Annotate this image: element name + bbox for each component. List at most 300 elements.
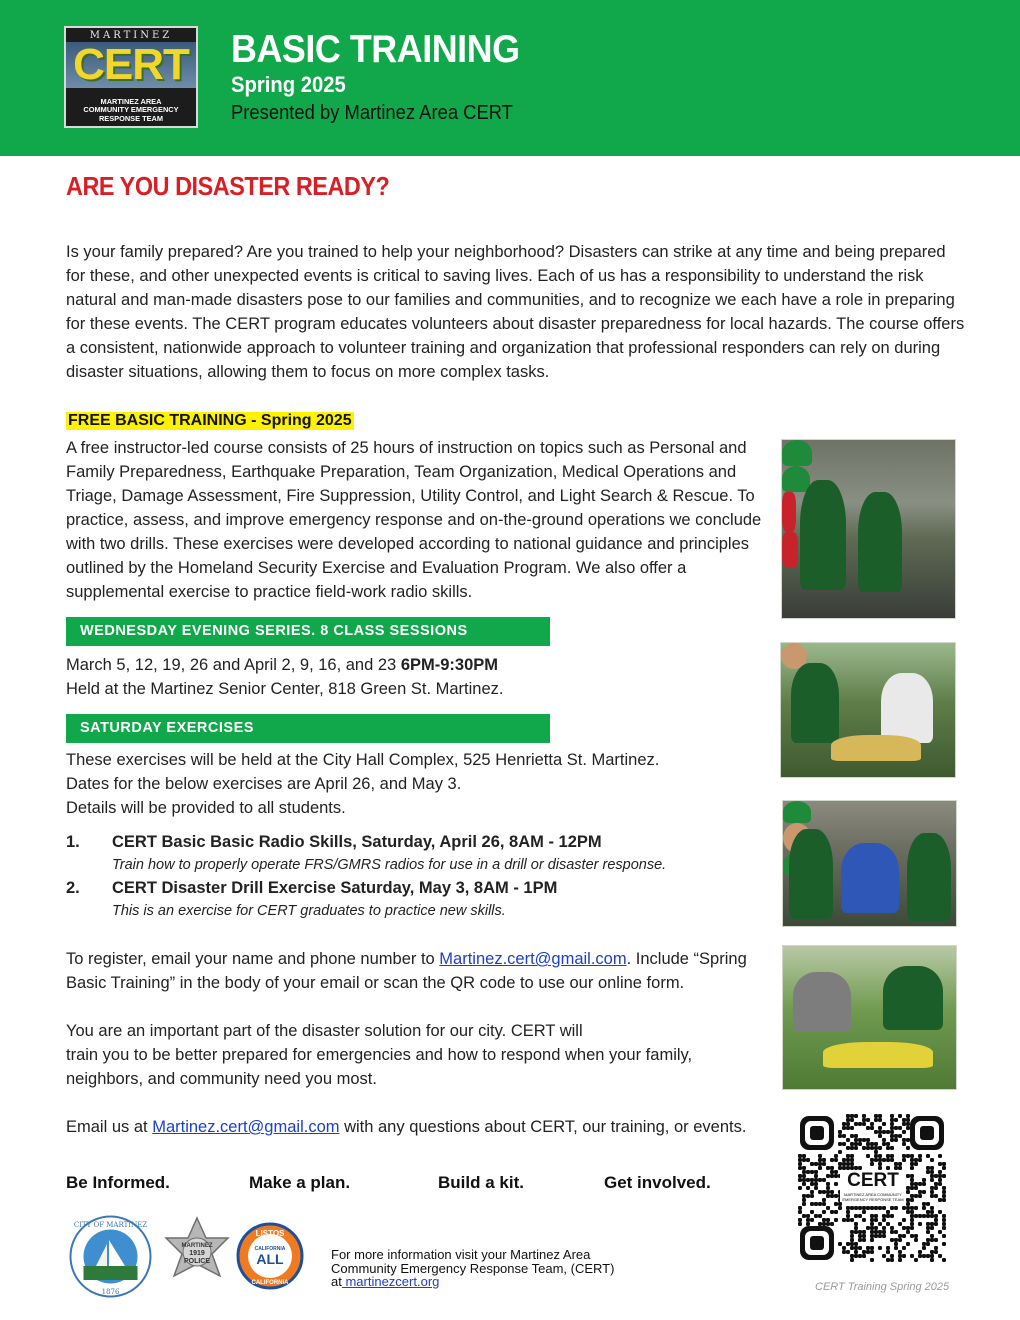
- qr-module: [902, 1118, 906, 1122]
- qr-module: [862, 1234, 866, 1238]
- wednesday-location: Held at the Martinez Senior Center, 818 Green St. Martinez.: [66, 680, 504, 698]
- qr-module: [938, 1182, 942, 1186]
- qr-module: [802, 1198, 806, 1202]
- free-training-paragraph: A free instructor-led course consists of 25 hours of instruction on topics such as Personal and Family Preparedness, Earthquake Preparation, Team Organization, Medical Operations and Triage, Damage Assessment, Fire Suppression, Utility Control, and Light Search & Rescue. To practice, assess, and improve emergency response and on-the-ground operations we conclude with two drills. These exercises were developed according to national guidance and principles outlined by the Homeland Security Exercise and Evaluation Program. We also offer a supplemental exercise to practice field-work radio skills.: [66, 439, 762, 601]
- qr-module: [874, 1206, 878, 1210]
- qr-module: [882, 1234, 886, 1238]
- qr-module: [846, 1138, 850, 1142]
- qr-module: [858, 1238, 862, 1242]
- qr-module: [838, 1202, 842, 1206]
- qr-module: [886, 1214, 890, 1218]
- qr-module: [798, 1162, 802, 1166]
- photo-figure: [883, 966, 943, 1030]
- qr-module: [806, 1214, 810, 1218]
- qr-module: [830, 1158, 834, 1162]
- listos-bottom-text: CALIFORNIA: [251, 1280, 289, 1286]
- qr-module: [926, 1170, 930, 1174]
- qr-module: [826, 1194, 830, 1198]
- qr-module: [862, 1138, 866, 1142]
- qr-module: [854, 1214, 858, 1218]
- qr-module: [878, 1234, 882, 1238]
- logo-town: MARTINEZ: [89, 30, 173, 41]
- qr-module: [866, 1246, 870, 1250]
- qr-module: [898, 1134, 902, 1138]
- wednesday-dates: March 5, 12, 19, 26 and April 2, 9, 16, and 23: [66, 656, 397, 674]
- qr-module: [802, 1154, 806, 1158]
- qr-module: [838, 1242, 842, 1246]
- qr-module: [870, 1238, 874, 1242]
- qr-module: [874, 1150, 878, 1154]
- photo-figure: [800, 480, 846, 590]
- qr-module: [798, 1166, 802, 1170]
- more-info-at: at: [331, 1274, 342, 1289]
- contact-text: Email us at: [66, 1118, 153, 1136]
- qr-module: [866, 1226, 870, 1230]
- qr-module: [814, 1182, 818, 1186]
- qr-module: [802, 1174, 806, 1178]
- qr-module: [842, 1158, 846, 1162]
- qr-module: [922, 1206, 926, 1210]
- qr-module: [858, 1214, 862, 1218]
- qr-module: [810, 1194, 814, 1198]
- qr-module: [882, 1226, 886, 1230]
- qr-module: [938, 1174, 942, 1178]
- qr-module: [870, 1250, 874, 1254]
- qr-module: [858, 1246, 862, 1250]
- listos-mid-text: CALIFORNIA: [254, 1246, 286, 1252]
- wednesday-time: 6PM-9:30PM: [400, 656, 499, 674]
- qr-module: [934, 1214, 938, 1218]
- qr-module: [938, 1178, 942, 1182]
- qr-module: [850, 1206, 854, 1210]
- intro-paragraph: Is your family prepared? Are you trained to help your neighborhood? Disasters can strike at any time and being prepared for these, and other unexpected events is critical to saving lives. Each of us has a responsibility to understand the risk natural and man-made disasters pose to our families and communities, and to recognize we each have a role in preparing for these events. The CERT program educates volunteers about disaster preparedness for local hazards. The course offers a consistent, nationwide approach to volunteer training and organization that professional responders can rely on during disaster situations, allowing them to focus on more complex tasks.: [66, 243, 965, 381]
- qr-module: [886, 1250, 890, 1254]
- qr-module: [914, 1214, 918, 1218]
- qr-module: [850, 1246, 854, 1250]
- qr-module: [906, 1154, 910, 1158]
- more-info-line: For more information visit your Martinez Area: [331, 1247, 591, 1262]
- qr-module: [870, 1218, 874, 1222]
- badge-year: 1919: [189, 1250, 205, 1257]
- qr-module: [894, 1126, 898, 1130]
- qr-module: [802, 1178, 806, 1182]
- qr-module: [918, 1214, 922, 1218]
- qr-module: [806, 1218, 810, 1222]
- qr-module: [846, 1214, 850, 1218]
- qr-module: [846, 1250, 850, 1254]
- qr-module: [934, 1238, 938, 1242]
- qr-module: [866, 1142, 870, 1146]
- qr-module: [826, 1190, 830, 1194]
- qr-module: [890, 1134, 894, 1138]
- qr-module: [878, 1222, 882, 1226]
- qr-module: [906, 1186, 910, 1190]
- qr-module: [906, 1114, 910, 1118]
- qr-module: [838, 1134, 842, 1138]
- qr-module: [898, 1162, 902, 1166]
- qr-module: [902, 1254, 906, 1258]
- qr-module: [850, 1234, 854, 1238]
- qr-module: [802, 1194, 806, 1198]
- qr-module: [894, 1118, 898, 1122]
- qr-module: [902, 1234, 906, 1238]
- logo-subtitle: [66, 98, 196, 123]
- important-line: You are an important part of the disaster solution for our city. CERT will: [66, 1022, 583, 1040]
- qr-module: [850, 1162, 854, 1166]
- qr-module: [910, 1174, 914, 1178]
- photo-helmet: [783, 801, 811, 823]
- qr-module: [902, 1218, 906, 1222]
- qr-module: [850, 1134, 854, 1138]
- qr-module: [930, 1226, 934, 1230]
- qr-module: [870, 1234, 874, 1238]
- qr-module: [902, 1206, 906, 1210]
- listos-all-text: ALL: [256, 1251, 284, 1267]
- qr-module: [850, 1242, 854, 1246]
- qr-module: [898, 1238, 902, 1242]
- qr-module: [838, 1162, 842, 1166]
- qr-module: [850, 1258, 854, 1262]
- qr-module: [854, 1134, 858, 1138]
- qr-module: [806, 1170, 810, 1174]
- qr-module: [870, 1206, 874, 1210]
- qr-module: [822, 1198, 826, 1202]
- qr-module: [942, 1198, 946, 1202]
- qr-module: [878, 1246, 882, 1250]
- qr-module: [898, 1114, 902, 1118]
- qr-module: [798, 1218, 802, 1222]
- qr-module: [866, 1138, 870, 1142]
- qr-module: [870, 1214, 874, 1218]
- exercise-number: 1.: [66, 833, 80, 851]
- qr-module: [842, 1250, 846, 1254]
- qr-module: [862, 1118, 866, 1122]
- qr-module: [922, 1254, 926, 1258]
- qr-module: [850, 1146, 854, 1150]
- qr-module: [854, 1222, 858, 1226]
- qr-module: [854, 1246, 858, 1250]
- qr-module: [934, 1182, 938, 1186]
- qr-module: [918, 1222, 922, 1226]
- qr-module: [882, 1158, 886, 1162]
- qr-module: [886, 1142, 890, 1146]
- qr-module: [898, 1258, 902, 1262]
- qr-module: [862, 1114, 866, 1118]
- qr-module: [862, 1230, 866, 1234]
- qr-module: [806, 1194, 810, 1198]
- cert-logo: [64, 26, 198, 128]
- qr-module: [874, 1114, 878, 1118]
- qr-module: [858, 1138, 862, 1142]
- photo-extinguisher: [782, 492, 796, 532]
- qr-module: [870, 1126, 874, 1130]
- season-subtitle: Spring 2025: [231, 72, 346, 97]
- qr-module: [930, 1222, 934, 1226]
- qr-module: [822, 1210, 826, 1214]
- exercise-title: CERT Basic Basic Radio Skills, Saturday, April 26, 8AM - 12PM: [112, 833, 602, 851]
- qr-module: [902, 1142, 906, 1146]
- qr-module: [850, 1114, 854, 1118]
- qr-module: [938, 1210, 942, 1214]
- qr-module: [934, 1186, 938, 1190]
- qr-module: [834, 1218, 838, 1222]
- qr-module: [858, 1122, 862, 1126]
- qr-module: [882, 1254, 886, 1258]
- qr-module: [934, 1218, 938, 1222]
- qr-module: [858, 1234, 862, 1238]
- qr-module: [910, 1222, 914, 1226]
- qr-module: [798, 1158, 802, 1162]
- qr-module: [902, 1158, 906, 1162]
- qr-module: [902, 1154, 906, 1158]
- qr-module: [918, 1250, 922, 1254]
- qr-module: [834, 1170, 838, 1174]
- qr-module: [910, 1210, 914, 1214]
- qr-module: [890, 1126, 894, 1130]
- qr-module: [846, 1158, 850, 1162]
- qr-module: [926, 1230, 930, 1234]
- qr-module: [890, 1122, 894, 1126]
- qr-module: [838, 1150, 842, 1154]
- qr-module: [930, 1234, 934, 1238]
- qr-module: [922, 1178, 926, 1182]
- qr-module: [830, 1210, 834, 1214]
- photo-figure: [841, 843, 899, 913]
- qr-module: [890, 1214, 894, 1218]
- qr-module: [810, 1170, 814, 1174]
- qr-module: [850, 1218, 854, 1222]
- qr-module: [874, 1118, 878, 1122]
- qr-module: [922, 1202, 926, 1206]
- qr-module: [798, 1222, 802, 1226]
- slogan-get-involved: Get involved.: [604, 1173, 711, 1192]
- qr-module: [818, 1190, 822, 1194]
- qr-module: [906, 1118, 910, 1122]
- photo-patient: [831, 735, 921, 761]
- qr-module: [818, 1222, 822, 1226]
- qr-module: [942, 1234, 946, 1238]
- qr-module: [842, 1134, 846, 1138]
- more-info-url-line: [331, 1275, 614, 1289]
- qr-module: [938, 1198, 942, 1202]
- qr-module: [914, 1162, 918, 1166]
- qr-module: [910, 1214, 914, 1218]
- qr-module: [874, 1142, 878, 1146]
- qr-module: [846, 1126, 850, 1130]
- photo-helmet: [782, 440, 812, 466]
- qr-module: [866, 1206, 870, 1210]
- qr-module: [906, 1226, 910, 1230]
- qr-module: [894, 1246, 898, 1250]
- qr-module: [862, 1250, 866, 1254]
- qr-module: [910, 1226, 914, 1230]
- qr-module: [890, 1158, 894, 1162]
- qr-module: [830, 1190, 834, 1194]
- qr-module: [910, 1158, 914, 1162]
- qr-module: [918, 1254, 922, 1258]
- qr-module: [906, 1174, 910, 1178]
- exercise-description: This is an exercise for CERT graduates to practice new skills.: [112, 903, 506, 919]
- qr-module: [842, 1122, 846, 1126]
- qr-module: [874, 1146, 878, 1150]
- header-banner: [0, 0, 1020, 156]
- qr-module: [818, 1158, 822, 1162]
- qr-module: [842, 1142, 846, 1146]
- qr-module: [878, 1162, 882, 1166]
- qr-module: [846, 1162, 850, 1166]
- saturday-details: [66, 748, 766, 820]
- qr-module: [882, 1130, 886, 1134]
- qr-module: [890, 1138, 894, 1142]
- photo-extinguisher-drill: [781, 439, 956, 619]
- wednesday-dates-line: [66, 653, 766, 677]
- contact-email-link[interactable]: Martinez.cert@gmail.com: [152, 1118, 340, 1136]
- qr-module: [834, 1182, 838, 1186]
- qr-module: [890, 1206, 894, 1210]
- qr-module: [926, 1226, 930, 1230]
- photo-figure: [791, 663, 839, 743]
- qr-module: [886, 1154, 890, 1158]
- qr-module: [890, 1114, 894, 1118]
- qr-module: [830, 1174, 834, 1178]
- qr-module: [878, 1134, 882, 1138]
- qr-module: [870, 1230, 874, 1234]
- qr-module: [938, 1170, 942, 1174]
- qr-module: [926, 1166, 930, 1170]
- qr-module: [914, 1186, 918, 1190]
- qr-module: [862, 1146, 866, 1150]
- qr-module: [870, 1142, 874, 1146]
- qr-module: [878, 1206, 882, 1210]
- qr-module: [822, 1222, 826, 1226]
- qr-module: [874, 1158, 878, 1162]
- qr-module: [902, 1130, 906, 1134]
- qr-module: [866, 1126, 870, 1130]
- qr-module: [942, 1174, 946, 1178]
- qr-module: [930, 1254, 934, 1258]
- qr-module: [858, 1230, 862, 1234]
- qr-module: [798, 1178, 802, 1182]
- qr-module: [802, 1202, 806, 1206]
- photo-blanket: [823, 1042, 933, 1068]
- qr-module: [862, 1122, 866, 1126]
- register-text-end: . Include “Spring Basic Training” in the body of your email or scan the QR code to use our online form.: [66, 950, 747, 992]
- exercise-number: 2.: [66, 879, 80, 897]
- qr-module: [934, 1174, 938, 1178]
- qr-module: [818, 1166, 822, 1170]
- qr-module: [846, 1114, 850, 1118]
- photo-figure: [881, 673, 933, 743]
- qr-module: [906, 1206, 910, 1210]
- qr-module: [846, 1146, 850, 1150]
- qr-module: [858, 1206, 862, 1210]
- qr-module: [834, 1158, 838, 1162]
- qr-module: [814, 1178, 818, 1182]
- qr-module: [822, 1202, 826, 1206]
- qr-module: [906, 1122, 910, 1126]
- qr-module: [854, 1242, 858, 1246]
- qr-module: [818, 1162, 822, 1166]
- free-training-title: FREE BASIC TRAINING - Spring 2025: [68, 412, 352, 429]
- contact-paragraph: [66, 1115, 786, 1139]
- photo-extinguisher: [782, 532, 798, 568]
- qr-module: [926, 1254, 930, 1258]
- qr-module: [822, 1162, 826, 1166]
- qr-module: [942, 1226, 946, 1230]
- qr-center-subtext: MARTINEZ AREA COMMUNITY EMERGENCY RESPONSE TEAM: [842, 1192, 904, 1202]
- qr-module: [942, 1162, 946, 1166]
- qr-module: [890, 1118, 894, 1122]
- qr-module: [854, 1254, 858, 1258]
- qr-module: [822, 1218, 826, 1222]
- qr-module: [850, 1118, 854, 1122]
- qr-module: [878, 1154, 882, 1158]
- qr-module: [902, 1246, 906, 1250]
- qr-module: [798, 1210, 802, 1214]
- qr-module: [918, 1194, 922, 1198]
- qr-module: [894, 1162, 898, 1166]
- website-link[interactable]: martinezcert.org: [341, 1274, 440, 1289]
- qr-module: [934, 1250, 938, 1254]
- qr-module: [910, 1218, 914, 1222]
- qr-module: [870, 1122, 874, 1126]
- qr-module: [914, 1234, 918, 1238]
- qr-module: [834, 1202, 838, 1206]
- qr-module: [870, 1246, 874, 1250]
- qr-module: [910, 1182, 914, 1186]
- qr-module: [862, 1206, 866, 1210]
- qr-module: [906, 1126, 910, 1130]
- qr-module: [938, 1230, 942, 1234]
- logo-sub-line: COMMUNITY EMERGENCY: [83, 105, 179, 115]
- qr-module: [846, 1122, 850, 1126]
- qr-module: [930, 1166, 934, 1170]
- register-email-link[interactable]: Martinez.cert@gmail.com: [439, 950, 627, 968]
- qr-module: [930, 1174, 934, 1178]
- qr-module: [910, 1154, 914, 1158]
- seal-city-text: CITY OF MARTINEZ: [73, 1221, 148, 1229]
- qr-module: [810, 1202, 814, 1206]
- photo-rescue-carry: [782, 800, 957, 927]
- qr-module: [830, 1194, 834, 1198]
- qr-module: [866, 1250, 870, 1254]
- qr-module: [914, 1238, 918, 1242]
- qr-module: [906, 1146, 910, 1150]
- qr-module: [918, 1182, 922, 1186]
- qr-module: [830, 1166, 834, 1170]
- qr-module: [886, 1258, 890, 1262]
- qr-module: [914, 1258, 918, 1262]
- qr-module: [818, 1178, 822, 1182]
- qr-module: [862, 1210, 866, 1214]
- qr-module: [878, 1114, 882, 1118]
- qr-module: [874, 1130, 878, 1134]
- qr-module: [806, 1178, 810, 1182]
- qr-module: [866, 1146, 870, 1150]
- qr-module: [878, 1158, 882, 1162]
- qr-module: [874, 1230, 878, 1234]
- qr-module: [874, 1234, 878, 1238]
- qr-module: [858, 1142, 862, 1146]
- qr-module: [890, 1154, 894, 1158]
- qr-module: [918, 1158, 922, 1162]
- qr-module: [934, 1194, 938, 1198]
- qr-module: [906, 1190, 910, 1194]
- qr-module: [818, 1214, 822, 1218]
- qr-module: [882, 1138, 886, 1142]
- qr-module: [826, 1186, 830, 1190]
- qr-module: [930, 1178, 934, 1182]
